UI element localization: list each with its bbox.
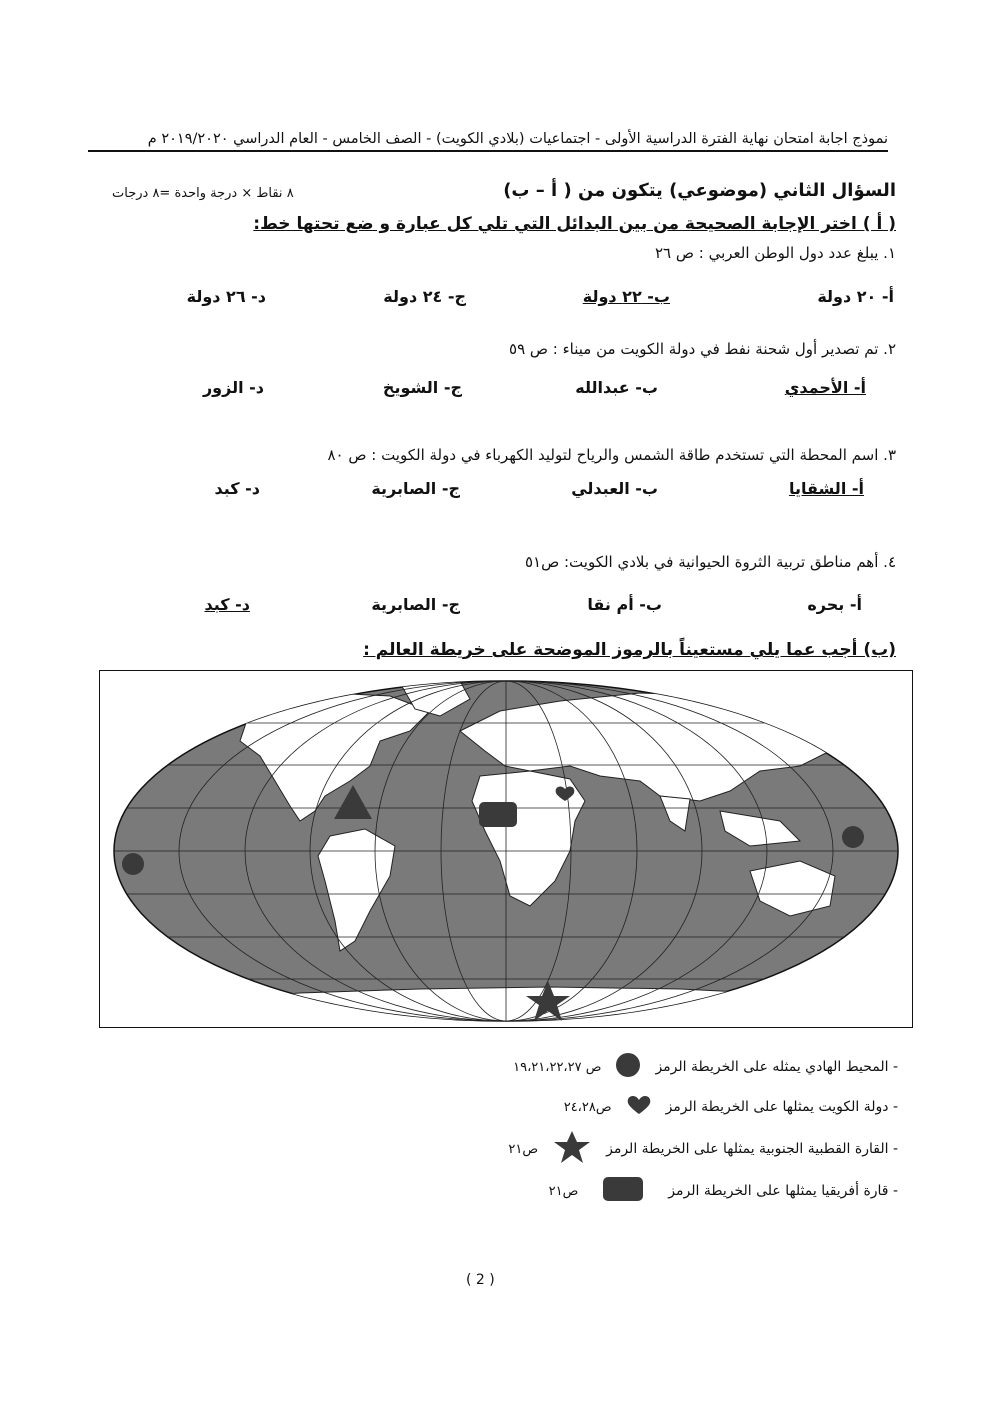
q3-option-d: د- كبد — [214, 479, 260, 498]
pacific-circle-east — [842, 826, 864, 848]
legend-item-africa — [549, 1176, 898, 1206]
legend-item-pacific — [513, 1052, 898, 1082]
legend-item-antarctica — [508, 1130, 898, 1168]
pacific-circle-west — [122, 853, 144, 875]
q2-option-d: د- الزور — [202, 378, 264, 397]
legend-page-ref: ص٢٤،٢٨ — [563, 1099, 612, 1115]
q4-option-b: ب- أم نقا — [587, 595, 662, 614]
circle-icon — [615, 1052, 641, 1082]
heart-icon — [626, 1094, 652, 1120]
legend-label: - القارة القطبية الجنوبية يمثلها على الخريطة الرمز — [606, 1141, 898, 1157]
q1-option-b: ب- ٢٢ دولة — [582, 287, 670, 306]
question-1: ١. يبلغ عدد دول الوطن العربي : ص ٢٦ — [654, 244, 896, 262]
page-number: ( 2 ) — [466, 1272, 495, 1288]
legend-page-ref: ص٢١ — [508, 1141, 539, 1157]
q2-option-a: أ- الأحمدي — [784, 378, 866, 397]
rectangle-icon — [602, 1176, 644, 1206]
question-3: ٣. اسم المحطة التي تستخدم طاقة الشمس والرياح لتوليد الكهرباء في دولة الكويت : ص ٨٠ — [327, 446, 896, 464]
q4-option-d: د- كبد — [204, 595, 250, 614]
star-icon — [552, 1130, 592, 1168]
q2-option-c: ج- الشويخ — [382, 378, 462, 397]
q4-option-c: ج- الصابرية — [371, 595, 460, 614]
legend-page-ref: ص ١٩،٢١،٢٢،٢٧ — [513, 1059, 602, 1075]
legend-label: - المحيط الهادي يمثله على الخريطة الرمز — [655, 1059, 898, 1075]
q4-option-a: أ- بحره — [807, 595, 862, 614]
q1-option-d: د- ٢٦ دولة — [186, 287, 266, 306]
q3-option-b: ب- العبدلي — [571, 479, 658, 498]
legend-item-kuwait — [564, 1094, 898, 1120]
legend-page-ref: ص٢١ — [548, 1183, 579, 1199]
world-map-svg — [100, 671, 912, 1027]
legend-label: - دولة الكويت يمثلها على الخريطة الرمز — [665, 1099, 898, 1115]
q3-option-a: أ- الشقايا — [788, 479, 864, 498]
africa-rectangle — [479, 802, 517, 827]
q3-option-c: ج- الصابرية — [371, 479, 460, 498]
q1-option-a: أ- ٢٠ دولة — [817, 287, 894, 306]
part-b-title: (ب) أجب عما يلي مستعيناً بالرموز الموضحة على خريطة العالم : — [363, 640, 896, 660]
part-a-title: ( أ ) اختر الإجابة الصحيحة من بين البدائل التي تلي كل عبارة و ضع تحتها خط: — [253, 214, 896, 234]
document-header: نموذج اجابة امتحان نهاية الفترة الدراسية الأولى - اجتماعيات (بلادي الكويت) - الصف الخامس - العام الدراسي ٢٠١٩/٢٠٢٠ م — [88, 131, 888, 152]
world-map — [99, 670, 913, 1028]
question-4: ٤. أهم مناطق تربية الثروة الحيوانية في بلادي الكويت: ص٥١ — [524, 553, 896, 571]
question-two-title: السؤال الثاني (موضوعي) يتكون من ( أ – ب) — [503, 180, 896, 201]
grade-note: ٨ نقاط × درجة واحدة =٨ درجات — [112, 186, 294, 201]
question-2: ٢. تم تصدير أول شحنة نفط في دولة الكويت من ميناء : ص ٥٩ — [509, 340, 896, 358]
legend-label: - قارة أفريقيا يمثلها على الخريطة الرمز — [668, 1183, 898, 1199]
q2-option-b: ب- عبدالله — [575, 378, 658, 397]
q1-option-c: ج- ٢٤ دولة — [383, 287, 466, 306]
